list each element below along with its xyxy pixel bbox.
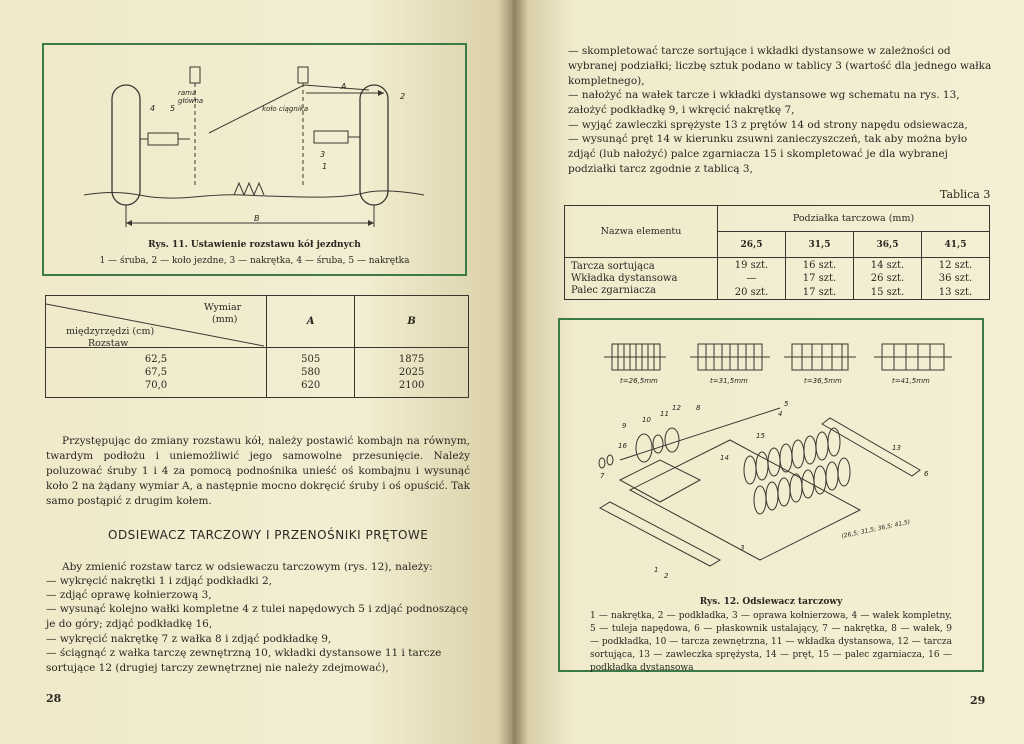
pitch-scale: (26,5; 31,5; 36,5; 41,5) xyxy=(840,518,911,540)
figure-12-caption: Rys. 12. Odsiewacz tarczowy xyxy=(699,597,843,607)
row-value: 16 szt. xyxy=(786,258,854,273)
part-2: 2 xyxy=(664,572,669,580)
header-name: Nazwa elementu xyxy=(565,206,718,258)
part-7: 7 xyxy=(600,472,605,480)
table-row xyxy=(46,348,469,367)
figure-12-frame xyxy=(558,318,984,672)
label-kolo: koło ciągnika xyxy=(262,105,309,113)
row-value: 15 szt. xyxy=(854,285,922,300)
shaft-36 xyxy=(784,344,856,370)
page-number-left: 28 xyxy=(46,692,62,705)
figure-12-drawing xyxy=(560,320,982,590)
step-4: — wykręcić nakrętkę 7 z wałka 8 i zdjąć podkładkę 9, xyxy=(46,633,332,645)
table-row xyxy=(565,272,990,285)
cell-b: 1875 xyxy=(398,354,425,365)
header-pitch: 31,5 xyxy=(786,232,854,258)
cell-rozstaw: 70,0 xyxy=(46,379,267,398)
part-13: 13 xyxy=(892,444,901,452)
figure-11-drawing xyxy=(44,45,465,235)
cell-b: 2025 xyxy=(398,367,425,378)
header-col-a: A xyxy=(267,296,355,348)
row-name: Tarcza sortująca xyxy=(565,258,718,273)
row-value: 26 szt. xyxy=(854,272,922,285)
label-n5: 5 xyxy=(170,104,176,113)
header-unit: (mm) xyxy=(212,314,238,325)
part-14: 14 xyxy=(720,454,729,462)
label-n1: 1 xyxy=(322,162,328,171)
part-15: 15 xyxy=(756,432,765,440)
section-heading: ODSIEWACZ TARCZOWY I PRZENOŚNIKI PRĘTOWE xyxy=(108,528,429,542)
table-title: Tablica 3 xyxy=(940,188,991,201)
row-value: — xyxy=(718,272,786,285)
row-value: 12 szt. xyxy=(938,259,973,271)
header-pitch: 26,5 xyxy=(718,232,786,258)
part-10: 10 xyxy=(642,416,651,424)
row-value: 19 szt. xyxy=(718,258,786,273)
part-9: 9 xyxy=(622,422,627,430)
pitch-label-26: t=26,5mm xyxy=(620,377,658,385)
pitch-table xyxy=(564,205,990,300)
part-11: 11 xyxy=(660,410,669,418)
header-pitch: 41,5 xyxy=(922,232,990,258)
step-5: — ściągnąć z wałka tarczę zewnętrzną 10, wkładki dystansowe 11 i tarcze sortujące 12 (drugiej tarczy zewnętrznej nie należy zdejmować), xyxy=(46,647,442,674)
part-4: 4 xyxy=(778,410,783,418)
label-a: A xyxy=(341,82,347,91)
pitch-label-41: t=41,5mm xyxy=(892,377,930,385)
label-n3: 3 xyxy=(320,150,326,159)
row-value: 20 szt. xyxy=(718,285,786,300)
book-spine xyxy=(498,0,528,744)
shaft-41 xyxy=(874,344,952,370)
intro-text: Aby zmienić rozstaw tarcz w odsiewaczu tarczowym (rys. 12), należy: xyxy=(62,561,433,573)
row-value: 14 szt. xyxy=(854,258,922,273)
row-value: 13 szt. xyxy=(938,286,973,298)
right-step-1: — skompletować tarcze sortujące i wkładki dystansowe w zależności od wybranej podziałki; liczbę sztuk podano w tablicy 3 (wartość dla jednego wałka kompletnego), xyxy=(568,45,992,87)
page-number-right: 29 xyxy=(970,694,986,707)
pitch-label-36: t=36,5mm xyxy=(804,377,842,385)
label-rama: rama xyxy=(178,89,197,97)
part-16: 16 xyxy=(618,442,627,450)
pitch-label-31: t=31,5mm xyxy=(710,377,748,385)
row-value: 17 szt. xyxy=(786,285,854,300)
label-glowna: główna xyxy=(178,97,204,105)
figure-11-legend: 1 — śruba, 2 — koło jezdne, 3 — nakrętka, 4 — śruba, 5 — nakrętka xyxy=(99,256,410,266)
part-1: 1 xyxy=(654,566,659,574)
right-page xyxy=(512,0,1024,744)
row-value: 17 szt. xyxy=(786,272,854,285)
header-pitch: 36,5 xyxy=(854,232,922,258)
cell-rozstaw: 62,5 xyxy=(46,348,267,367)
right-step-2: — nałożyć na wałek tarcze i wkładki dystansowe wg schematu na rys. 13, założyć podkładkę 9, i wkręcić nakrętkę 7, xyxy=(568,89,960,116)
table-row xyxy=(565,285,990,300)
label-n2: 2 xyxy=(400,92,406,101)
part-6: 6 xyxy=(924,470,929,478)
cell-a: 505 xyxy=(267,348,355,367)
row-name: Palec zgarniacza xyxy=(565,285,718,300)
cell-b: 2100 xyxy=(398,380,425,391)
row-value: 36 szt. xyxy=(938,273,973,284)
table-row xyxy=(46,366,469,379)
table-row xyxy=(565,258,990,273)
cell-a: 620 xyxy=(267,379,355,398)
header-dimension: Wymiar xyxy=(204,302,242,313)
part-8: 8 xyxy=(696,404,701,412)
header-pitch-group: Podziałka tarczowa (mm) xyxy=(718,206,990,232)
label-n4: 4 xyxy=(150,104,156,113)
part-5: 5 xyxy=(784,400,789,408)
table-row xyxy=(46,379,469,398)
figure-11-frame xyxy=(42,43,467,276)
figure-12-legend: 1 — nakrętka, 2 — podkładka, 3 — oprawa kołnierzowa, 4 — wałek kompletny, 5 — tuleja napędowa, 6 — płaskownik ustalający, 7 — nakrętka, 8 — wałek, 9 — podkładka, 10 — tarcza zewnętrzna, 11 — wkładka dystansowa, 12 — tarcza sortująca, 13 — zawleczka sprężysta, 14 — pręt, 15 — palec zgarniacza, 16 — podkładka dystansowa xyxy=(590,611,952,673)
header-between: międzyrzędzi (cm) xyxy=(66,326,155,337)
step-1: — wykręcić nakrętki 1 i zdjąć podkładki 2, xyxy=(46,575,272,587)
figure-11-caption: Rys. 11. Ustawienie rozstawu kół jezdnych xyxy=(148,240,361,250)
step-2: — zdjąć oprawę kołnierzową 3, xyxy=(46,589,212,601)
table-corner-header xyxy=(46,296,267,348)
dimension-table xyxy=(45,295,469,398)
step-3: — wysunąć kolejno wałki kompletne 4 z tulei napędowych 5 i zdjąć podnoszącę je do góry; zdjąć podkładkę 16, xyxy=(46,603,469,630)
shaft-26 xyxy=(604,344,666,370)
paragraph-wheel-spacing: Przystępując do zmiany rozstawu kół, należy postawić kombajn na równym, twardym podłożu i uniemożliwić jego samowolne przesunięcie. Należy poluzować śruby 1 i 4 za pomocą podnośnika unieść oś kombajnu i wysunąć koło 2 na żądany wymiar A, a następnie mocno dokręcić śruby i oś opuścić. Tak samo postąpić z drugim kołem. xyxy=(46,435,470,507)
right-step-4: — wysunąć pręt 14 w kierunku zsuwni zanieczyszczeń, tak aby można było zdjąć (lub nałożyć) palce zgarniacza 15 i skompletować je dla wybranej podziałki tarcz zgodnie z tablicą 3, xyxy=(568,133,968,175)
label-b: B xyxy=(254,214,260,223)
part-3: 3 xyxy=(740,544,745,552)
row-name: Wkładka dystansowa xyxy=(565,272,718,285)
cell-a: 580 xyxy=(267,366,355,379)
part-12: 12 xyxy=(672,404,681,412)
shaft-31 xyxy=(690,344,770,370)
right-step-3: — wyjąć zawleczki sprężyste 13 z prętów 14 od strony napędu odsiewacza, xyxy=(568,119,968,131)
cell-rozstaw: 67,5 xyxy=(46,366,267,379)
header-col-b: B xyxy=(355,296,469,348)
header-spacing: Rozstaw xyxy=(88,338,129,349)
